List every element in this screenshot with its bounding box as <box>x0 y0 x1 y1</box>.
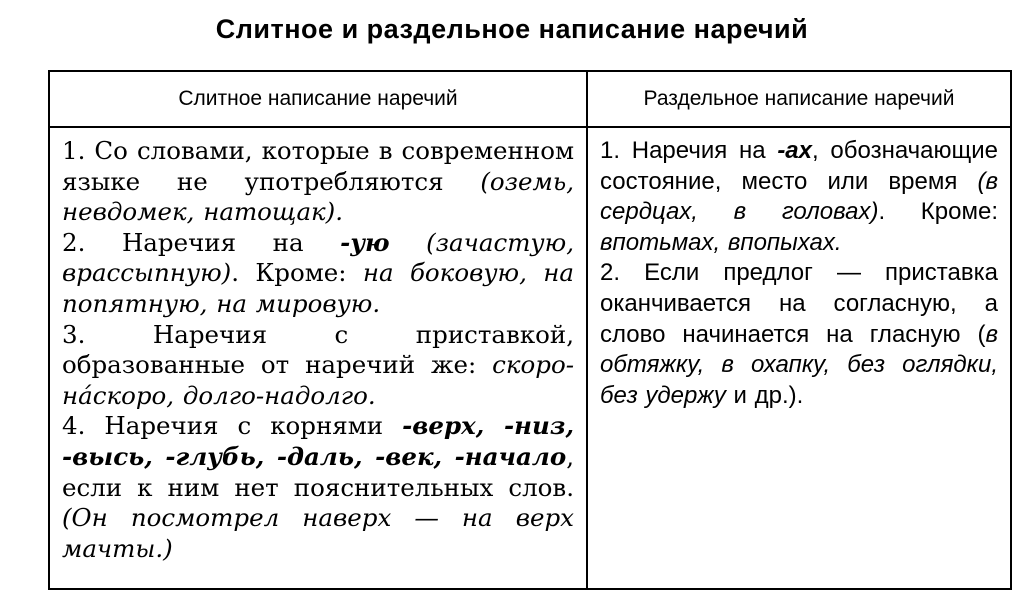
rule-text: 1. Наречия на <box>600 137 778 164</box>
rule-roots: -верх, -низ, -высь, -глубь, -даль, -век, -начало <box>62 411 574 471</box>
rule-examples: скоро-нáскоро, долго-надолго. <box>62 350 574 410</box>
rule-examples: в обтяжку, в охапку, без оглядки, без удержу <box>600 320 998 409</box>
rule-text: 1. Со словами, которые в современном языке не употребляются <box>62 136 574 196</box>
rule-text: . Кроме: <box>878 198 998 226</box>
rule-suffix: -ую <box>340 227 390 257</box>
rule-suffix: -ах <box>777 137 812 164</box>
fused-rule-4 <box>62 411 574 564</box>
rule-examples: (Он посмотрел наверх — на верх мачты.) <box>62 503 574 563</box>
rule-exceptions: впотьмах, впопыхах. <box>600 228 842 256</box>
rule-examples: (оземь, невдомек, натощак). <box>62 166 574 227</box>
rule-text: 2. Наречия на <box>62 227 341 257</box>
rule-exceptions: на боковую, на попятную, на мировую. <box>62 258 574 318</box>
separate-rule-1 <box>600 136 998 258</box>
separate-spelling-rules <box>600 136 998 411</box>
rule-text: , обозначающие состояние, место или время <box>600 137 999 195</box>
rule-examples: (в сердцах, в головах) <box>600 167 998 226</box>
fused-rule-2 <box>62 228 574 320</box>
rules-table <box>48 70 1012 590</box>
rule-text: 2. Если предлог — приставка оканчивается на согласную, а слово начинается на гласную ( <box>600 259 998 348</box>
rule-text: . Кроме: <box>231 258 363 288</box>
page-title: Слитное и раздельное написание наречий <box>215 14 809 44</box>
rule-text <box>390 228 427 257</box>
fused-spelling-rules <box>62 136 574 564</box>
rule-text: 3. Наречия с приставкой, образованные от наречий же: <box>62 319 574 380</box>
header-fused-spelling: Слитное написание наречий <box>178 87 458 110</box>
separate-rule-2 <box>600 258 998 411</box>
header-separate-spelling: Раздельное написание наречий <box>643 87 955 110</box>
column-divider <box>586 72 588 588</box>
fused-rule-3 <box>62 320 574 412</box>
rule-text: , если к ним нет пояснительных слов. <box>62 441 574 502</box>
rule-text: и др.). <box>725 381 804 409</box>
fused-rule-1 <box>62 136 574 228</box>
rule-text: 4. Наречия с корнями <box>62 411 403 441</box>
rule-examples: (зачастую, врассыпную) <box>62 227 574 288</box>
header-divider <box>50 126 1010 128</box>
